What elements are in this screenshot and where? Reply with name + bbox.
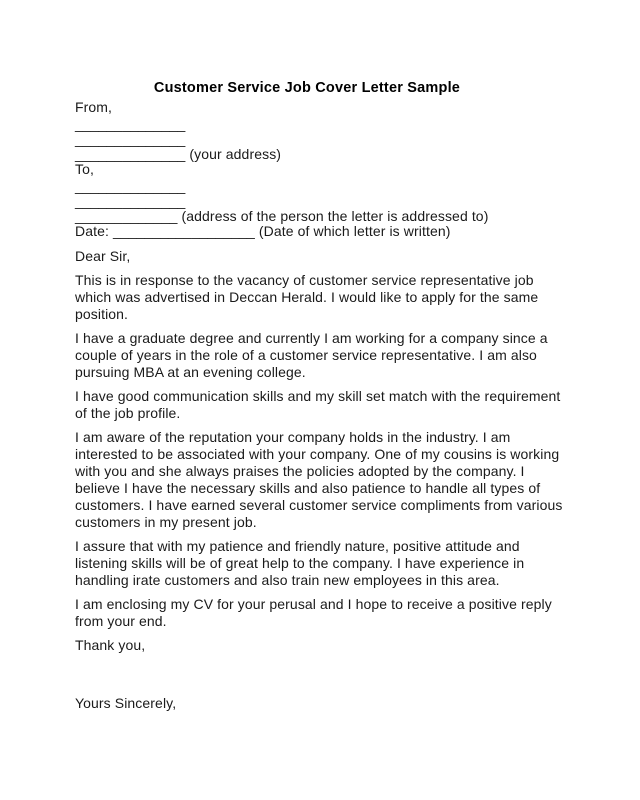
page-title: Customer Service Job Cover Letter Sample (153, 80, 461, 96)
paragraph-enclosure: I am enclosing my CV for your perusal and I hope to receive a positive reply from your end. (75, 596, 552, 629)
from-label: From, (75, 99, 113, 115)
paragraph-background: I have a graduate degree and currently I am working for a company since a couple of years in the role of a customer service representative. I am also pursuing MBA at an evening college. (75, 330, 548, 380)
to-address-block (75, 162, 569, 239)
paragraph-response: This is in response to the vacancy of customer service representative job which was advertised in Deccan Herald. I would like to apply for the same position. (75, 272, 539, 322)
to-label: To, (75, 161, 94, 177)
from-address-block (75, 100, 569, 162)
to-blank-line-2: ______________ (75, 193, 186, 209)
closing-line: Thank you, (75, 637, 146, 653)
from-address-line: ______________ (your address) (75, 146, 282, 162)
paragraph-reputation: I am aware of the reputation your company holds in the industry. I am interested to be associated with your company. One of my cousins is working with you and she always praises the policies adopted by the company. I believe I have the necessary skills and also patience to handle all types of customers. I have earned several customer service compliments from various customers in my present job. (75, 429, 563, 530)
from-blank-line-2: ______________ (75, 131, 186, 147)
from-blank-line-1: ______________ (75, 116, 186, 132)
to-blank-line-1: ______________ (75, 178, 186, 194)
to-address-line: _____________ (address of the person the letter is addressed to) (75, 208, 489, 224)
salutation: Dear Sir, (75, 248, 131, 264)
paragraph-skills: I have good communication skills and my skill set match with the requirement of the job profile. (75, 388, 561, 421)
signoff-line: Yours Sincerely, (75, 695, 177, 711)
paragraph-assurance: I assure that with my patience and friendly nature, positive attitude and listening skills will be of great help to the company. I have experience in handling irate customers and also train new employees in this area. (75, 538, 525, 588)
date-line: Date: __________________ (Date of which letter is written) (75, 223, 451, 239)
